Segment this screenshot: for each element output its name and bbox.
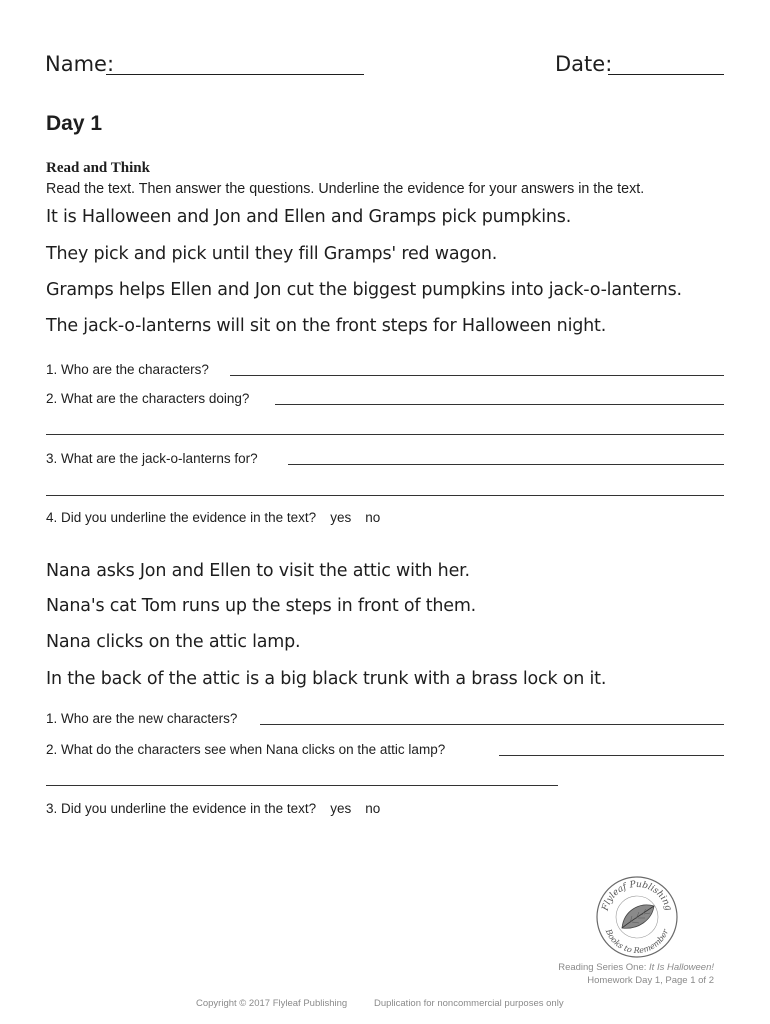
series-credit (558, 961, 714, 987)
logo-seal (594, 874, 680, 960)
question-text: 1. Who are the characters? (46, 362, 209, 377)
answer-line[interactable] (260, 724, 724, 725)
name-label: Name: (45, 52, 115, 76)
question-text: 3. Did you underline the evidence in the text? (46, 801, 317, 816)
yes-option[interactable]: yes (330, 510, 352, 525)
section-title: Read and Think (46, 160, 150, 176)
evidence-question (46, 510, 380, 525)
day-title: Day 1 (46, 112, 103, 135)
answer-line[interactable] (230, 375, 724, 376)
passage2-line: Nana asks Jon and Ellen to visit the attic with her. (46, 561, 470, 581)
question-text: 2. What are the characters doing? (46, 391, 250, 406)
svg-text:Books to Remember (603, 927, 670, 955)
instructions: Read the text. Then answer the questions. Underline the evidence for your answers in the text. (46, 181, 645, 197)
no-option[interactable]: no (365, 801, 381, 816)
copyright-text: Copyright © 2017 Flyleaf Publishing (196, 998, 348, 1009)
answer-line[interactable] (46, 434, 724, 435)
series-line (558, 961, 714, 974)
answer-line[interactable] (46, 785, 558, 786)
passage1-line: It is Halloween and Jon and Ellen and Gramps pick pumpkins. (46, 207, 572, 227)
answer-line[interactable] (275, 404, 724, 405)
passage1-line: They pick and pick until they fill Gramps' red wagon. (46, 244, 498, 264)
evidence-question (46, 801, 380, 816)
yes-option[interactable]: yes (330, 801, 352, 816)
name-field-line[interactable] (106, 74, 364, 75)
answer-line[interactable] (499, 755, 724, 756)
date-label: Date: (555, 52, 613, 76)
answer-line[interactable] (46, 495, 724, 496)
logo-top-text: Flyleaf Publishing (600, 879, 674, 913)
question-text: 2. What do the characters see when Nana clicks on the attic lamp? (46, 742, 446, 757)
question-text: 3. What are the jack-o-lanterns for? (46, 451, 258, 466)
date-field-line[interactable] (608, 74, 724, 75)
question-text: 1. Who are the new characters? (46, 711, 238, 726)
logo-bottom-text: Books to Remember (603, 927, 671, 956)
duplication-text: Duplication for noncommercial purposes only (374, 998, 564, 1009)
leaf-icon (622, 905, 654, 928)
passage1-line: The jack-o-lanterns will sit on the front steps for Halloween night. (46, 316, 607, 336)
page-info: Homework Day 1, Page 1 of 2 (587, 975, 714, 986)
answer-line[interactable] (288, 464, 724, 465)
series-title: It Is Halloween! (649, 962, 714, 973)
no-option[interactable]: no (365, 510, 381, 525)
passage2-line: Nana's cat Tom runs up the steps in front of them. (46, 596, 477, 616)
passage2-line: In the back of the attic is a big black trunk with a brass lock on it. (46, 669, 607, 689)
series-prefix: Reading Series One: (558, 962, 650, 973)
question-text: 4. Did you underline the evidence in the text? (46, 510, 317, 525)
passage2-line: Nana clicks on the attic lamp. (46, 632, 301, 652)
passage1-line: Gramps helps Ellen and Jon cut the biggest pumpkins into jack-o-lanterns. (46, 280, 682, 300)
publisher-logo (594, 874, 680, 960)
